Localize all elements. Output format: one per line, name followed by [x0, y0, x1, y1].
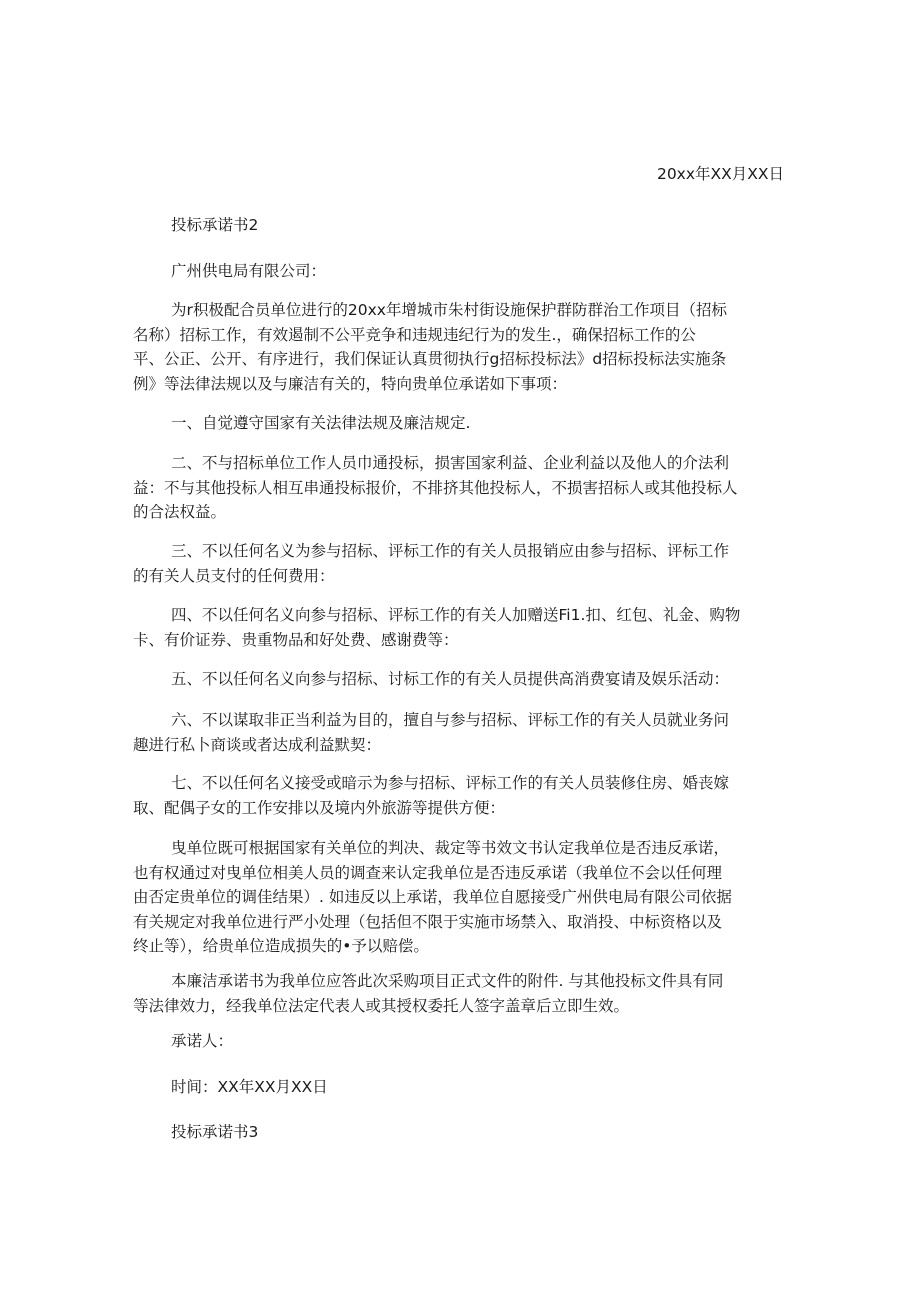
- text-line: 等法律效力，经我单位法定代表人或其授权委托人签字盖章后立即生效。: [133, 996, 630, 1015]
- commitment-item-2: [133, 451, 785, 525]
- text-line: 平、公正、公开、有序进行，我们保证认真贯彻执行g招标投标法》d招标投标法实施条: [133, 350, 727, 368]
- text-line: 终止等），给贵单位造成损失的•予以赔偿。: [133, 937, 429, 955]
- commitment-item-6: [133, 708, 785, 757]
- text-line: 曳单位既可根据国家有关单位的判决、裁定等书效文书认定我单位是否违反承诺，: [171, 839, 730, 857]
- commitment-item-1: [133, 411, 785, 436]
- signing-time: 时间：XX年XX月XX日: [171, 1078, 328, 1096]
- text-line: 三、不以任何名义为参与招标、评标工作的有关人员报销应由参与招标、评标工作: [171, 542, 730, 560]
- text-line: 的合法权益。: [133, 503, 227, 521]
- text-line: 七、不以任何名义接受或暗示为参与招标、评标工作的有关人员装修住房、婚丧嫁: [171, 774, 730, 792]
- text-line: 有关规定对我单位进行严小处理（包括但不限于实施市场禁入、取消投、中标资格以及: [133, 912, 723, 931]
- intro-paragraph: [133, 298, 785, 396]
- promisor-label: 承诺人：: [171, 1032, 234, 1050]
- text-line: 益：不与其他投标人相互串通投标报价，不排挤其他投标人，不损害招标人或其他投标人: [133, 478, 738, 497]
- validity-paragraph: [133, 969, 785, 1018]
- commitment-item-4: [133, 603, 785, 652]
- text-line: 例》等法律法规以及与廉洁有关的，特向贵单位承诺如下事项：: [133, 374, 568, 393]
- document-date: 20xx年XX月XX日: [656, 165, 784, 183]
- text-line: 为r积极配合员单位进行的20xx年增城市朱村街设施保护群防群治工作项目（招标: [171, 301, 727, 319]
- addressee: 广州供电局有限公司：: [171, 262, 327, 280]
- closing-paragraph: [133, 836, 785, 959]
- text-line: 本廉洁承诺书为我单位应答此次采购项目正式文件的附件. 与其他投标文件具有同: [171, 972, 724, 990]
- section-heading-2: 投标承诺书2: [171, 216, 259, 234]
- text-line: 名称）招标工作，有效遏制不公平竞争和违规违纪行为的发生.，确保招标工作的公: [133, 325, 696, 344]
- text-line: 二、不与招标单位工作人员巾通投标，损害国家利益、企业利益以及他人的介法利: [171, 454, 730, 472]
- section-heading-3: 投标承诺书3: [171, 1123, 259, 1141]
- text-line: 六、不以谋取非正当利益为目的，擅自与参与招标、评标工作的有关人员就业务问: [171, 711, 730, 729]
- text-line: 的有关人员支付的任何费用：: [133, 566, 335, 585]
- commitment-item-3: [133, 539, 785, 588]
- text-line: 也有权通过对曳单位相美人员的调查来认定我单位是否违反承诺（我单位不会以任何理: [133, 863, 723, 882]
- commitment-item-7: [133, 771, 785, 820]
- text-line: 趣进行私卜商谈或者达成利益默契：: [133, 735, 382, 754]
- text-line: 卡、有价证券、贵重物品和好处费、感谢费等：: [133, 630, 459, 649]
- text-line: 由否定贵单位的调佳结果）. 如违反以上承诺，我单位自愿接受广州供电局有限公司依据: [133, 888, 732, 906]
- text-line: 五、不以任何名义向参与招标、讨标工作的有关人员提供高消费宴请及娱乐活动：: [171, 670, 730, 688]
- text-line: 取、配偶子女的工作安排以及境内外旅游等提供方便：: [133, 798, 506, 817]
- text-line: 四、不以任何名义向参与招标、评标工作的有关人加赠送Fi1.扣、红包、礼金、购物: [171, 606, 741, 624]
- commitment-item-5: [133, 667, 785, 692]
- text-line: 一、自觉遵守国家有关法律法规及廉洁规定.: [171, 414, 471, 432]
